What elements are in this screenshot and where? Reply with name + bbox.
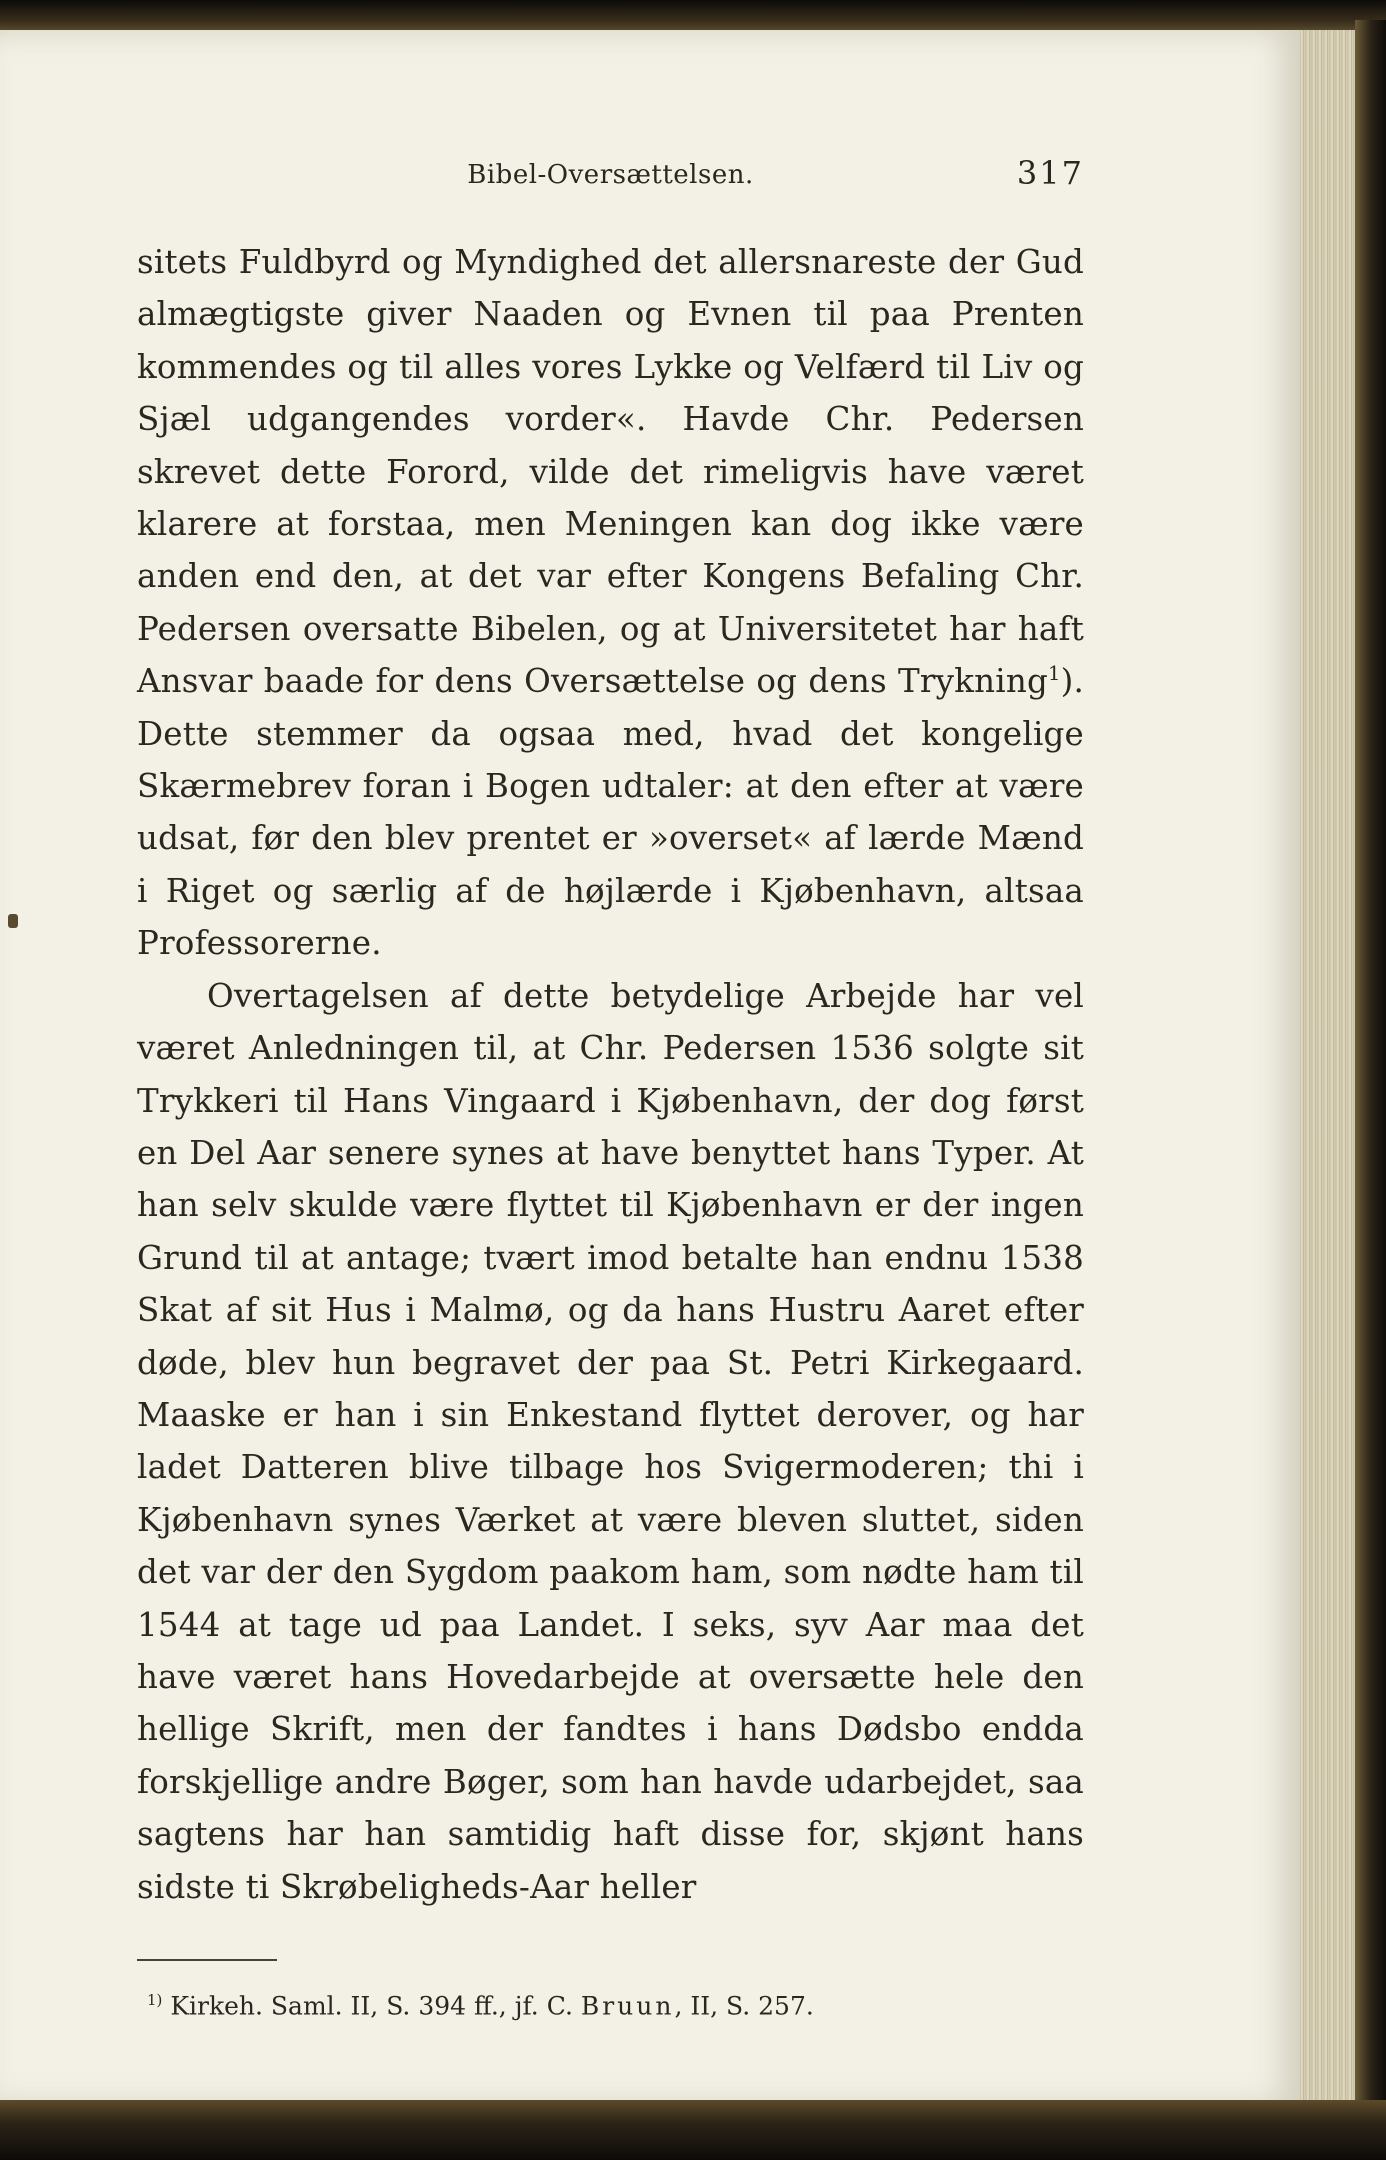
paragraph bbox=[137, 236, 1084, 970]
footnote-text-b: , II, S. 257. bbox=[674, 1991, 814, 2021]
footnote bbox=[147, 1983, 1084, 2023]
book-cover-edge bbox=[1355, 20, 1386, 2120]
book-page bbox=[0, 30, 1300, 2105]
footnote-reference: 1 bbox=[1047, 662, 1061, 686]
paragraph bbox=[137, 970, 1084, 1913]
footnote-divider bbox=[137, 1959, 277, 1961]
paragraph-1-end: ). Dette stemmer da ogsaa med, hvad det kongelige Skærmebrev foran i Bogen udtaler: at den efter at være udsat, før den blev prentet er »overset« af lærde Mænd i Riget og særlig af de højlærde i Kjøbenhavn, altsaa Professorerne. bbox=[137, 662, 1084, 963]
paragraph-1-text: sitets Fuldbyrd og Myndighed det allersnareste der Gud almægtigste giver Naaden og Evnen til paa Prenten kommendes og til alles vores Lykke og Velfærd til Liv og Sjæl udgangendes vorder«. Havde Chr. Pedersen skrevet dette Forord, vilde det rimeligvis have været klarere at forstaa, men Meningen kan dog ikke være anden end den, at det var efter Kongens Befaling Chr. Pedersen oversatte Bibelen, og at Universitetet har haft Ansvar baade for dens Oversættelse og dens Trykning bbox=[137, 243, 1084, 701]
running-head bbox=[137, 154, 1084, 220]
text-block bbox=[137, 154, 1084, 2023]
footnote-author: Bruun bbox=[580, 1991, 675, 2021]
margin-speck bbox=[8, 914, 18, 928]
footnote-marker: 1) bbox=[147, 1991, 163, 2009]
running-title: Bibel-Oversættelsen. bbox=[467, 160, 754, 190]
body-text bbox=[137, 236, 1084, 1913]
paragraph-2-text: Overtagelsen af dette betydelige Arbejde har vel været Anledningen til, at Chr. Pedersen 1536 solgte sit Trykkeri til Hans Vingaard i Kjøbenhavn, der dog først en Del Aar senere synes at have benyttet hans Typer. At han selv skulde være flyttet til Kjøbenhavn er der ingen Grund til at antage; tvært imod betalte han endnu 1538 Skat af sit Hus i Malmø, og da hans Hustru Aaret efter døde, blev hun begravet der paa St. Petri Kirkegaard. Maaske er han i sin Enkestand flyttet derover, og har ladet Datteren blive tilbage hos Svigermoderen; thi i Kjøbenhavn synes Værket at være bleven sluttet, siden det var der den Sygdom paakom ham, som nødte ham til 1544 at tage ud paa Landet. I seks, syv Aar maa det have været hans Hovedarbejde at oversætte hele den hellige Skrift, men der fandtes i hans Dødsbo endda forskjellige andre Bøger, som han havde udarbejdet, saa sagtens har han samtidig haft disse for, skjønt hans sidste ti Skrøbeligheds-Aar heller bbox=[137, 976, 1084, 1906]
page-number: 317 bbox=[1016, 154, 1084, 192]
footnote-text-a: Kirkeh. Saml. II, S. 394 ff., jf. C. bbox=[170, 1991, 581, 2021]
book-bottom-edge bbox=[0, 2100, 1386, 2160]
